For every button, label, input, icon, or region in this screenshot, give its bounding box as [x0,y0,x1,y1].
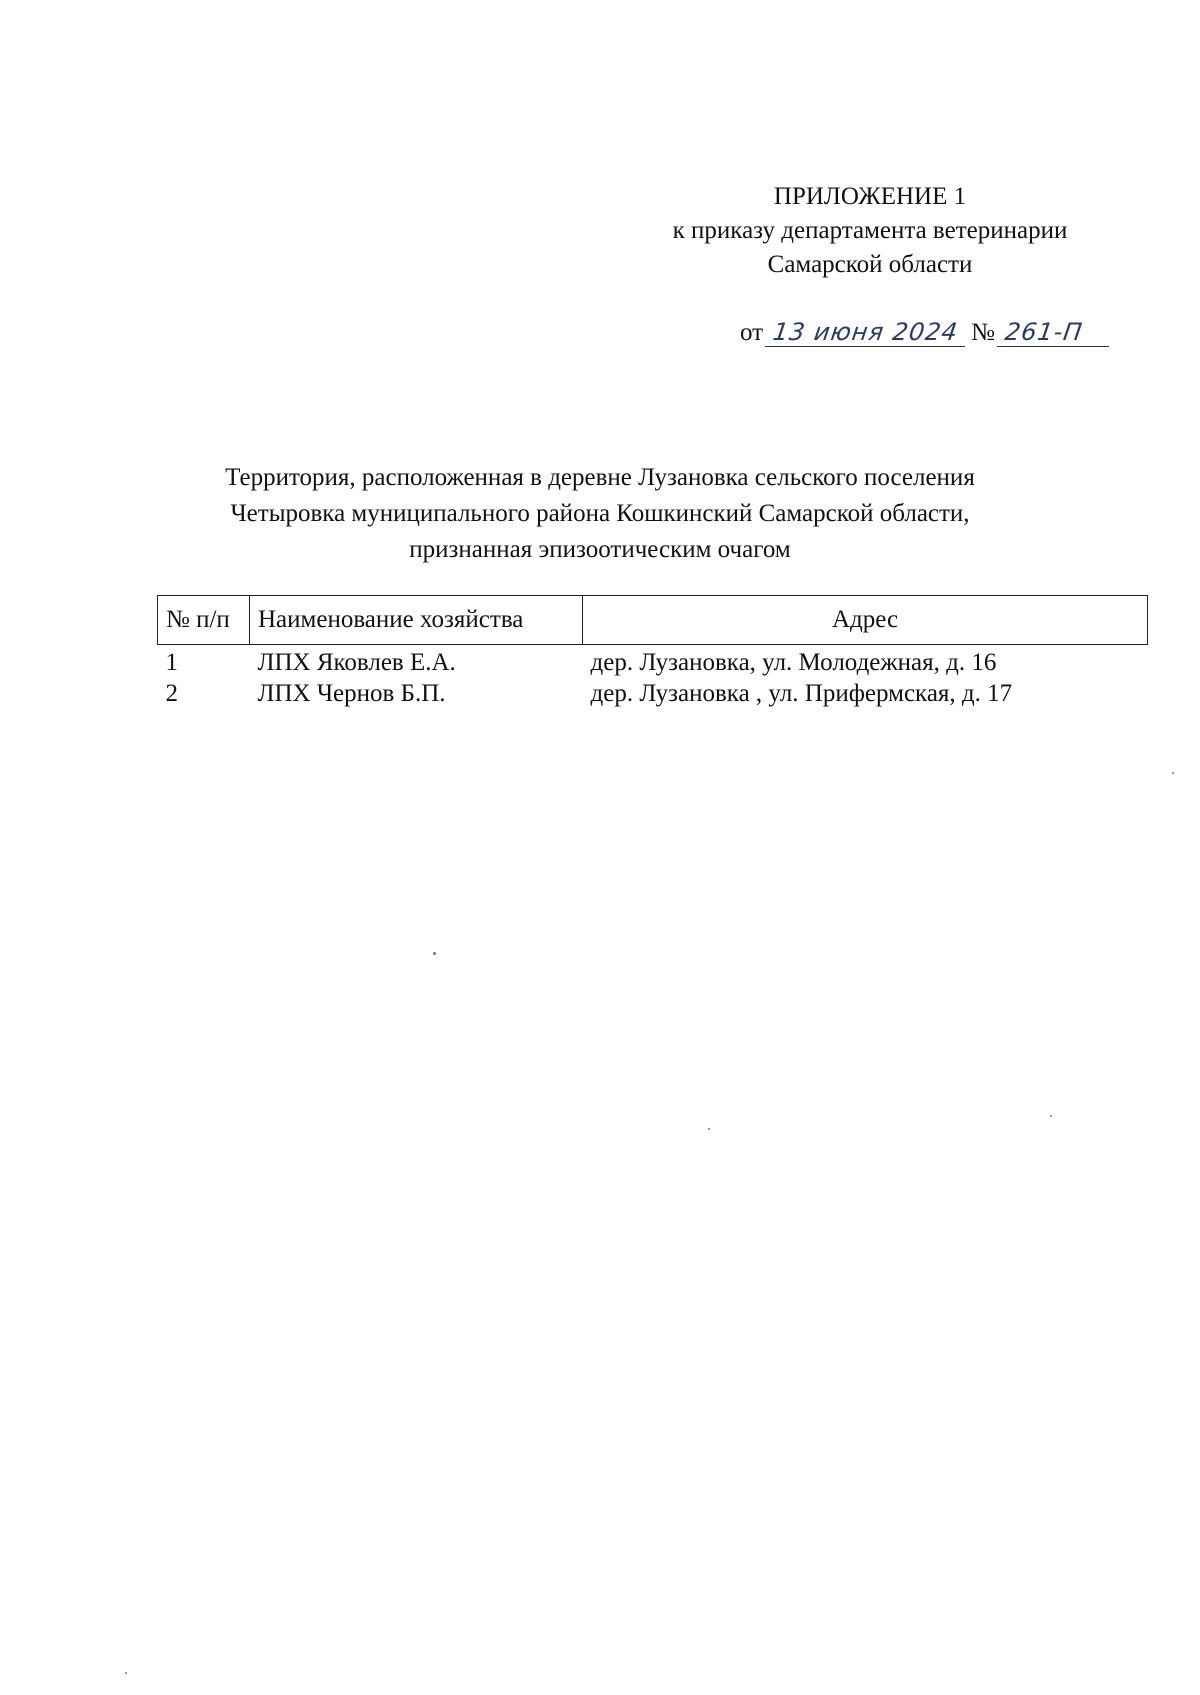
scan-speck [433,952,436,955]
row-address: дер. Лузановка, ул. Молодежная, д. 16 [590,649,997,676]
row-number: 1 [165,649,178,676]
farms-table [157,595,1148,709]
appendix-region: Самарской области [767,251,973,278]
title-line-1: Территория, расположенная в деревне Лузановка сельского поселения [225,464,975,491]
scan-speck [1172,772,1174,774]
order-number-handwritten: 261-П [997,318,1113,347]
table-row [158,645,1148,679]
header-number: № п/п [158,596,250,645]
row-farm-name: ЛПХ Яковлев Е.А. [257,649,456,676]
appendix-title: ПРИЛОЖЕНИЕ 1 [773,183,967,210]
appendix-header [630,180,1110,282]
document-title [100,460,1100,568]
scan-speck [1050,1115,1052,1117]
table-header-row [158,596,1148,645]
row-farm-name: ЛПХ Чернов Б.П. [257,680,446,707]
order-date-number [740,318,1115,347]
scan-speck [125,1672,127,1674]
title-line-2: Четыровка муниципального района Кошкинский Самарской области, [230,500,970,527]
title-line-3: признанная эпизоотическим очагом [409,536,791,563]
header-address: Адрес [583,596,1148,645]
scan-speck [708,1128,710,1130]
order-number-label: № [971,319,995,346]
row-address: дер. Лузановка , ул. Прифермская, д. 17 [590,680,1013,707]
order-from-label: от [740,319,764,346]
row-number: 2 [165,680,178,707]
farms-table-container [157,595,1147,709]
appendix-order-reference: к приказу департамента ветеринарии [672,217,1068,244]
table-row [158,678,1148,709]
order-date-handwritten: 13 июня 2024 [765,318,969,347]
header-farm-name: Наименование хозяйства [250,596,583,645]
